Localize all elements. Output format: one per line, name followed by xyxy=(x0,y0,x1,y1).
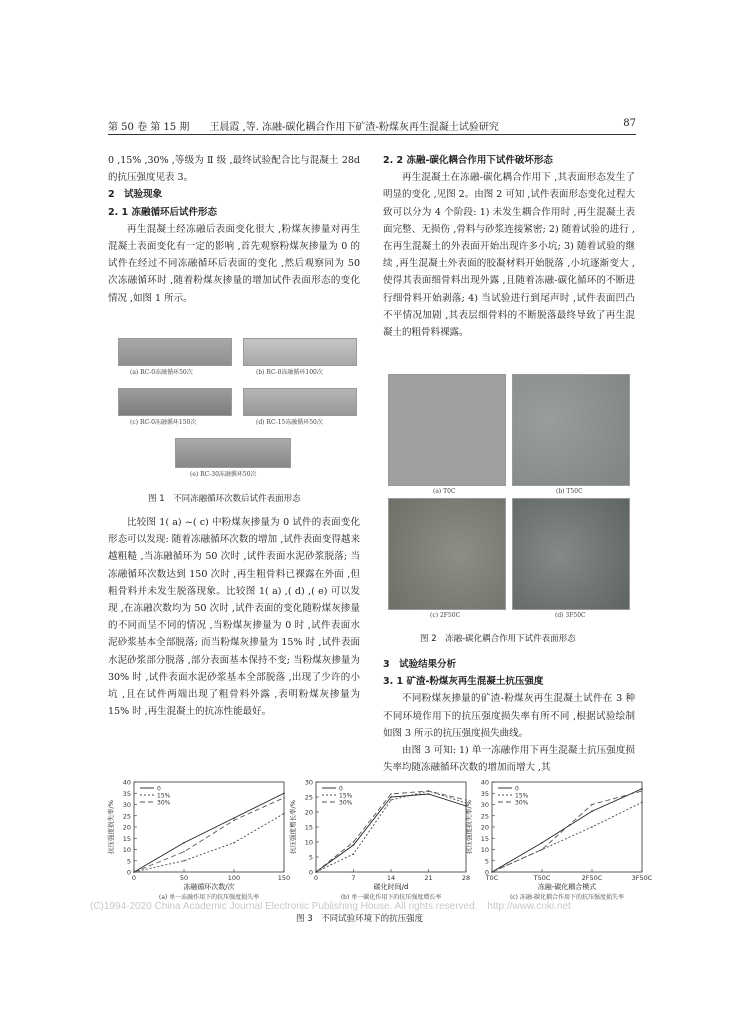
x-tick-label: 7 xyxy=(351,874,356,882)
data-point xyxy=(233,819,235,821)
left-column xyxy=(108,152,360,307)
data-point xyxy=(183,860,185,862)
y-tick-label: 10 xyxy=(304,838,313,847)
y-tick-label: 20 xyxy=(304,808,313,817)
right-column xyxy=(383,152,635,341)
chart-b-svg xyxy=(286,776,472,908)
series-line-30% xyxy=(134,798,284,872)
fig1-label-d: (d) RC-15冻融循环50次 xyxy=(256,419,323,426)
fig2-label-d: (d) 3F50C xyxy=(555,612,586,619)
y-tick-label: 35 xyxy=(122,789,131,798)
subsection-heading: 2. 1 冻融循环后试件形态 xyxy=(108,206,217,218)
data-point xyxy=(283,813,285,815)
x-tick-label: T50C xyxy=(533,874,551,882)
y-axis-label: 抗压强度损失率/% xyxy=(465,800,473,854)
x-tick-label: 100 xyxy=(227,874,241,882)
data-point xyxy=(591,804,593,806)
data-point xyxy=(641,801,643,803)
chart-b xyxy=(286,776,472,908)
x-tick-label: 2F50C xyxy=(581,874,603,882)
data-point xyxy=(428,793,430,795)
y-tick-label: 0 xyxy=(308,868,313,877)
data-point xyxy=(591,810,593,812)
legend-label: 0 xyxy=(339,785,343,793)
data-point xyxy=(491,871,493,873)
data-point xyxy=(315,871,317,873)
paragraph: 由图 3 可知: 1) 单一冻融作用下再生混凝土抗压强度损失率均随冻融循环次数的增加而增大 ,其 xyxy=(383,745,635,774)
chart-title: (a) 单一冻融作用下的抗压强度损失率 xyxy=(158,894,260,901)
y-tick-label: 10 xyxy=(122,846,131,854)
x-tick-label: 50 xyxy=(179,874,189,882)
paragraph: 0 ,15% ,30% ,等级为 Ⅱ 级 ,最终试验配合比与混凝土 28d 的抗压强度见表 3。 xyxy=(108,155,360,184)
legend-label: 15% xyxy=(339,792,353,800)
data-point xyxy=(133,871,135,873)
data-point xyxy=(428,790,430,792)
y-tick-label: 20 xyxy=(480,823,489,832)
chart-title: (c) 冻融-碳化耦合作用下的抗压强度损失率 xyxy=(509,894,625,901)
data-point xyxy=(353,853,355,855)
y-tick-label: 25 xyxy=(122,812,131,821)
fig2-photo-a xyxy=(388,374,506,486)
data-point xyxy=(641,788,643,790)
fig2-photo-c xyxy=(388,498,506,610)
y-tick-label: 5 xyxy=(308,853,313,862)
y-tick-label: 25 xyxy=(480,812,489,821)
watermark: (C)1994-2020 China Academic Journal Electronic Publishing House. All rights reserved. http://www.cnki.net xyxy=(90,901,571,912)
figure3-caption: 图 3 不同试验环境下的抗压强度 xyxy=(296,914,424,924)
data-point xyxy=(183,851,185,853)
legend-label: 0 xyxy=(515,785,519,793)
section-heading: 3 试验结果分析 xyxy=(383,659,457,670)
x-tick-label: 0 xyxy=(131,874,137,882)
fig2-label-a: (a) T0C xyxy=(433,488,456,495)
x-tick-label: 0 xyxy=(313,874,319,882)
y-axis-label: 抗压强度损失率/% xyxy=(107,800,115,854)
data-point xyxy=(541,849,543,851)
fig1-label-c: (c) RC-0冻融循环150次 xyxy=(130,419,197,426)
right-column-lower xyxy=(383,656,635,776)
legend-label: 0 xyxy=(157,785,161,793)
x-tick-label: 21 xyxy=(424,874,433,882)
y-axis-label: 抗压强度增长率/% xyxy=(289,800,297,854)
y-tick-label: 0 xyxy=(126,868,131,877)
y-tick-label: 5 xyxy=(126,857,131,866)
x-tick-label: 150 xyxy=(277,874,291,882)
y-tick-label: 40 xyxy=(480,778,489,787)
x-tick-label: T0C xyxy=(485,874,499,882)
fig1-label-b: (b) RC-0冻融循环100次 xyxy=(256,369,323,376)
data-point xyxy=(541,842,543,844)
y-tick-label: 30 xyxy=(122,801,131,809)
y-tick-label: 15 xyxy=(304,823,313,832)
y-tick-label: 35 xyxy=(480,789,489,798)
fig2-label-b: (b) T50C xyxy=(556,488,583,495)
data-point xyxy=(183,842,185,844)
data-point xyxy=(233,842,235,844)
y-tick-label: 5 xyxy=(484,857,489,866)
data-point xyxy=(390,799,392,801)
fig1-label-a: (a) RC-0冻融循环50次 xyxy=(130,369,193,376)
data-point xyxy=(591,826,593,828)
legend-label: 30% xyxy=(515,799,529,807)
data-point xyxy=(390,796,392,798)
left-column-lower xyxy=(108,514,360,720)
y-tick-label: 30 xyxy=(304,778,313,787)
x-tick-label: 14 xyxy=(386,874,396,882)
fig1-photo-b xyxy=(243,338,357,366)
y-tick-label: 0 xyxy=(484,868,489,877)
data-point xyxy=(283,792,285,794)
x-axis-label: 冻融循环次数/次 xyxy=(183,883,235,891)
subsection-heading: 2. 2 冻融-碳化耦合作用下试件破坏形态 xyxy=(383,155,553,166)
y-tick-label: 25 xyxy=(304,793,313,802)
data-point xyxy=(353,841,355,843)
data-point xyxy=(283,797,285,799)
fig1-photo-a xyxy=(118,338,232,366)
journal-info: 第 50 卷 第 15 期 王晨霞 ,等. 冻融-碳化耦合作用下矿渣-粉煤灰再生混凝土试验研究 xyxy=(108,122,499,133)
legend-label: 30% xyxy=(157,799,171,807)
fig1-photo-d xyxy=(243,388,357,416)
y-tick-label: 15 xyxy=(480,834,489,843)
header-rule xyxy=(108,134,636,135)
x-tick-label: 28 xyxy=(461,874,471,882)
y-tick-label: 15 xyxy=(122,834,131,843)
legend-label: 30% xyxy=(339,799,353,807)
x-axis-label: 冻融-碳化耦合模式 xyxy=(537,883,597,891)
data-point xyxy=(353,844,355,846)
legend-label: 15% xyxy=(515,792,529,800)
y-tick-label: 20 xyxy=(122,823,131,832)
x-tick-label: 3F50C xyxy=(631,874,653,882)
paragraph: 再生混凝土经冻融后表面变化很大 ,粉煤灰掺量对再生混凝土表面变化有一定的影响 ,首先观察粉煤灰掺量为 0 的试件在经过不同冻融循环后表面的变化 ,然后观察同为 50 次冻融循环时 ,随着粉煤灰掺量的增加试件表面形态的变化情况 ,如图 1 所示。 xyxy=(108,223,360,304)
fig1-photo-e xyxy=(175,438,291,468)
y-tick-label: 30 xyxy=(480,801,489,809)
x-axis-label: 碳化时间/d xyxy=(373,883,409,891)
y-tick-label: 10 xyxy=(480,846,489,854)
data-point xyxy=(233,817,235,819)
fig2-label-c: (c) 2F50C xyxy=(430,612,461,619)
paragraph: 再生混凝土在冻融-碳化耦合作用下 ,其表面形态发生了明显的变化 ,见图 2。由图 2 可知 ,试件表面形态变化过程大致可以分为 4 个阶段: 1) 未发生耦合作用时 ,再生混凝土表面完整、无损伤 ,骨料与砂浆连接紧密; 2) 随着试验的进行 ,在再生混凝土的外表面开始出现许多小坑; 3) 随着试验的继续 ,再生混凝土外表面的胶凝材料开始脱落 ,小坑逐渐变大 ,使得其表面细骨料出现外露 ,且随着冻融-碳化循环的不断进行细骨料开始剥落; 4) 当试验进行到尾声时 ,试件表面凹凸不平情况加剧 ,其表层细骨料的不断脱落最终导致了再生混凝土的粗骨料裸露。 xyxy=(383,172,635,339)
data-point xyxy=(390,793,392,795)
fig1-photo-c xyxy=(118,388,232,416)
chart-a-svg xyxy=(104,776,290,908)
figure2-caption: 图 2 冻融-碳化耦合作用下试件表面形态 xyxy=(420,634,576,644)
y-tick-label: 40 xyxy=(122,778,131,787)
chart-c xyxy=(462,776,653,908)
paragraph: 比较图 1( a) ~( c) 中粉煤灰掺量为 0 试件的表面变化形态可以发现: 随着冻融循环次数的增加 ,试件表面变得越来越粗糙 ,当冻融循环为 50 次时 ,试件表面水泥砂浆脱落; 当冻融循环次数达到 150 次时 ,再生粗骨料已裸露在外面 ,但粗骨料并未发生脱落现象。比较图 1( a) ,( d) ,( e) 可以发现 ,在冻融次数均为 50 次时 ,试件表面的变化随粉煤灰掺量的不同而呈不同的情况 ,当粉煤灰掺量为 0 时 ,试件表面水泥砂浆基本全部脱落; 而当粉煤灰掺量为 15% 时 ,试件表面水泥砂浆部分脱落 ,部分表面基本保持不变; 当粉煤灰掺量为 30% 时 ,试件表面水泥砂浆基本全部脱落 ,出现了少许的小坑 ,且在试件两端出现了粗骨料外露 ,表明粉煤灰掺量为 15% 时 ,再生混凝土的抗冻性能最好。 xyxy=(108,517,360,718)
chart-c-svg xyxy=(462,776,653,908)
fig2-photo-b xyxy=(512,374,630,486)
subsection-heading: 3. 1 矿渣-粉煤灰再生混凝土抗压强度 xyxy=(383,676,544,688)
paragraph: 不同粉煤灰掺量的矿渣-粉煤灰再生混凝土试件在 3 种不同环境作用下的抗压强度损失率有所不同 ,根据试验绘制如图 3 所示的抗压强度损失曲线。 xyxy=(383,693,635,739)
chart-title: (b) 单一碳化作用下的抗压强度增长率 xyxy=(340,894,442,901)
data-point xyxy=(641,790,643,792)
fig1-label-e: (e) RC-30冻融循环50次 xyxy=(190,471,257,478)
chart-a xyxy=(104,776,290,908)
section-heading: 2 试验现象 xyxy=(108,189,163,201)
legend-label: 15% xyxy=(157,792,171,800)
page-number: 87 xyxy=(623,118,636,129)
figure1-caption: 图 1 不同冻融循环次数后试件表面形态 xyxy=(148,494,301,504)
fig2-photo-d xyxy=(512,498,630,610)
